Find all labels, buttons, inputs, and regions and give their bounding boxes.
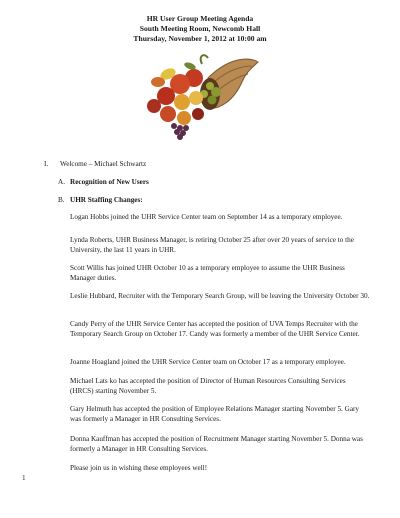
meeting-location: South Meeting Room, Newcomb Hall: [139, 24, 261, 33]
cornucopia-harvest-icon: [138, 48, 262, 144]
staff-note: Donna Kauffman has accepted the position of Recruitment Manager starting November 5. Donna was formerly a Manager in HR Consulting Services.: [70, 435, 363, 453]
page-number: 1: [22, 474, 26, 482]
staff-note: Candy Perry of the UHR Service Center has accepted the position of UVA Temps Recruiter with the Temporary Search Group on October 17. Candy was formerly a member of the UHR Service Center.: [70, 320, 360, 338]
staff-note: Gary Helmuth has accepted the position of Employee Relations Manager starting November 5. Gary was formerly a Manager in HR Consulting Services.: [70, 405, 360, 423]
recognition-heading: Recognition of New Users: [70, 178, 149, 186]
agenda-header: [0, 14, 400, 44]
staff-note: Logan Hobbs joined the UHR Service Center team on September 14 as a temporary employee.: [70, 213, 343, 221]
welcome-item: Welcome – Michael Schwartz: [60, 160, 147, 168]
staff-note: Scott Willis has joined UHR October 10 as a temporary employee to assume the UHR Business Manager duties.: [70, 264, 345, 282]
staff-note: Michael Lats ko has accepted the position of Director of Human Resources Consulting Services (HRCS) starting November 5.: [70, 377, 346, 395]
staff-note: Leslie Hubbard, Recruiter with the Temporary Search Group, will be leaving the University October 30.: [70, 292, 370, 300]
closing-note: Please join us in wishing these employees well!: [70, 464, 208, 472]
outline-marker-a: A.: [58, 178, 65, 186]
outline-marker-i: I.: [44, 160, 49, 168]
staff-note: Lynda Roberts, UHR Business Manager, is retiring October 25 after over 20 years of service to the University, the last 11 years in UHR.: [70, 236, 354, 254]
staffing-heading: UHR Staffing Changes:: [70, 196, 143, 204]
meeting-title: HR User Group Meeting Agenda: [146, 14, 254, 23]
meeting-datetime: Thursday, November 1, 2012 at 10:00 am: [133, 34, 267, 43]
staff-note: Joanne Hoagland joined the UHR Service Center team on October 17 as a temporary employee.: [70, 358, 346, 366]
outline-marker-b: B.: [58, 196, 65, 204]
